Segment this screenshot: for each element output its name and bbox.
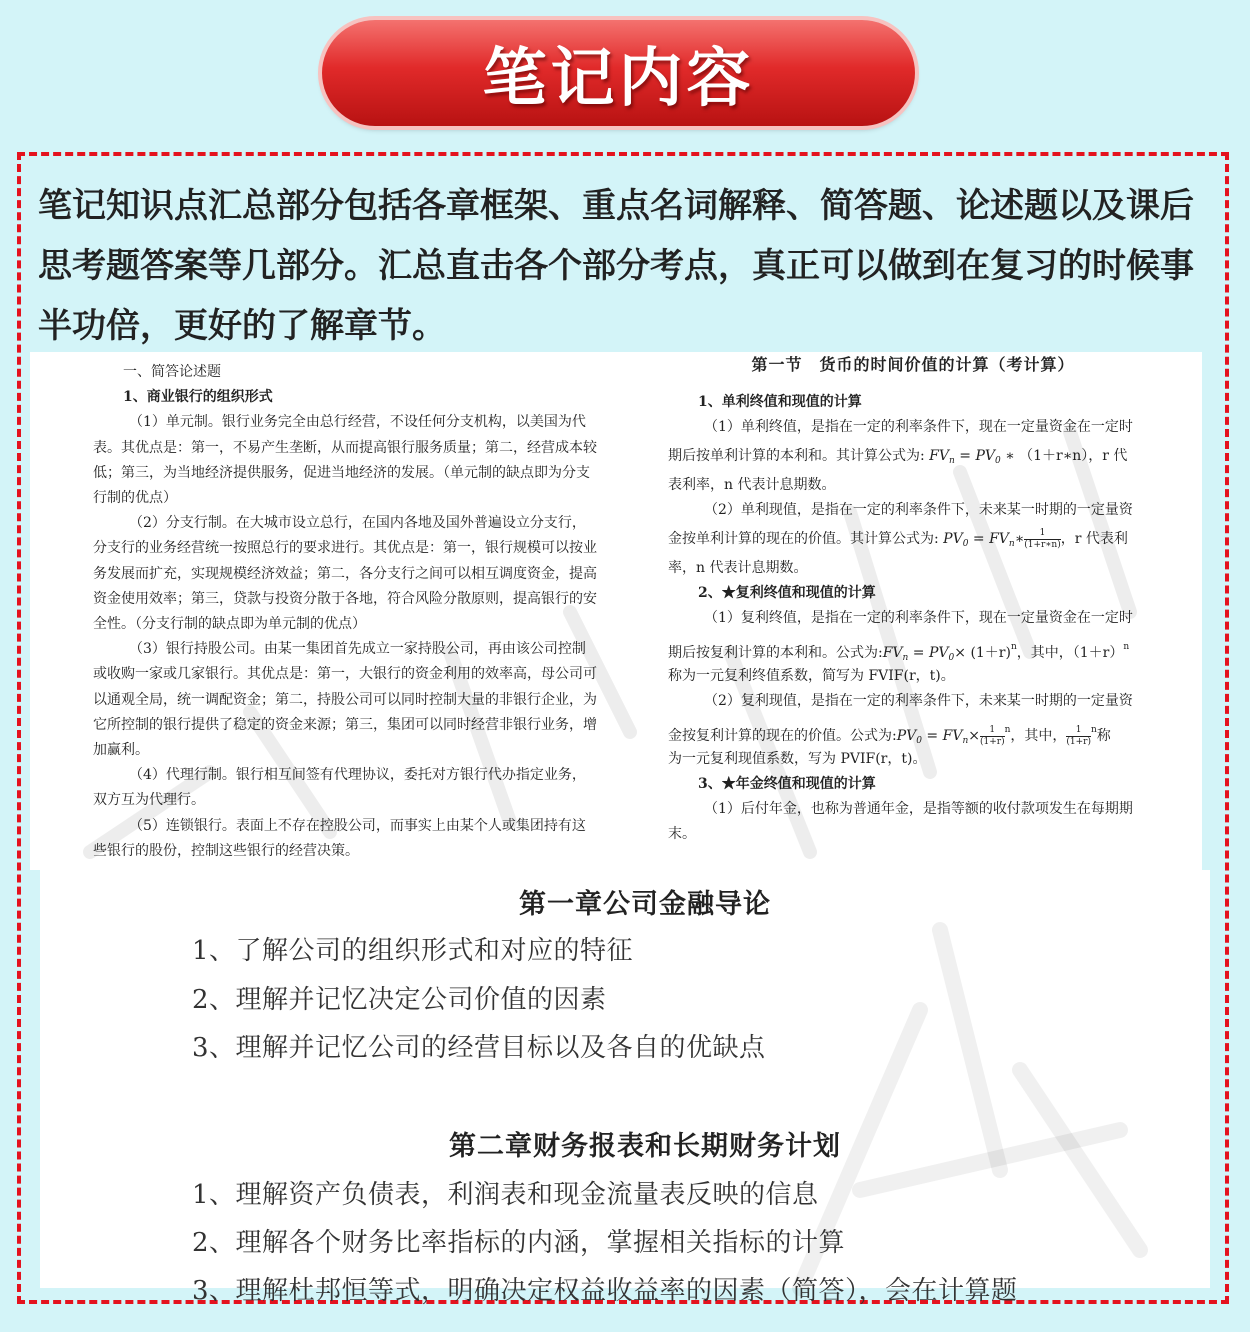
formula-line: 期后按复利计算的本利和。公式为$:FV_n = PV_0\times (1+r)^n$，其中，$(1+r)^n$ [668, 642, 1130, 663]
intro-text: 笔记知识点汇总部分包括各章框架、重点名词解释、简答题、论述题以及课后思考题答案等几部分。汇总直击各个部分考点，真正可以做到在复习的时候事半功倍，更好的了解章节。 [38, 186, 1194, 346]
text-line: 为一元复利现值系数，写为 PVIF(r，t)。 [668, 751, 927, 767]
chapter-title: 第二章财务报表和长期财务计划 [449, 1131, 841, 1162]
formula-line: 金按单利计算的现在的价值。其计算公式为: $PV_0$ = $FV_n∗$ $\frac{1}{(1+r∗n)}$ ，r 代表利 [668, 527, 1128, 550]
section-title: 第一节 货币的时间价值的计算（考计算） [751, 355, 1075, 374]
outline-item: 2、理解各个财务比率指标的内涵，掌握相关指标的计算 [192, 1228, 846, 1258]
text-line: （1）复利终值，是指在一定的利率条件下，现在一定量资金在一定时 [704, 610, 1133, 626]
banner-title: 笔记内容 [482, 42, 755, 116]
chapter-title: 第一章公司金融导论 [519, 889, 771, 920]
subsection-heading: 3、★年金终值和现值的计算 [698, 776, 876, 792]
outline-item: 3、理解并记忆公司的经营目标以及各自的优缺点 [192, 1033, 766, 1063]
section-heading: 一、简答论述题 [123, 364, 221, 380]
text-line: 率，n 代表计息期数。 [668, 560, 808, 576]
text-line: 表利率，n 代表计息期数。 [668, 477, 836, 493]
formula-line: 金按复利计算的现在的价值。公式为$:PV_0 = FV_n\times$ $\frac{1}{(1+r)}$ $^n$，其中， $\frac{1}{(1+r)}$ $^n$称 [668, 724, 1111, 747]
outline-item: 2、理解并记忆决定公司价值的因素 [192, 985, 607, 1015]
notes-left-column [93, 360, 599, 864]
subsection-heading: 1、单利终值和现值的计算 [698, 394, 862, 410]
paragraph: （4）代理行制。银行相互间签有代理协议，委托对方银行代办指定业务，双方互为代理行。 [93, 767, 586, 809]
paragraph: （2）分支行制。在大城市设立总行，在国内各地及国外普遍设立分支行，分支行的业务经营统一按照总行的要求进行。其优点是：第一，银行规模可以按业务发展而扩充，实现规模经济效益；第二，各分支行之间可以相互调度资金，提高资金使用效率；第三，贷款与投资分散于各地，符合风险分散原则，提高银行的安全性。（分支行制的缺点即为单元制的优点） [93, 515, 597, 633]
outline-item: 1、理解资产负债表，利润表和现金流量表反映的信息 [192, 1180, 819, 1210]
text-line: （1）单利终值，是指在一定的利率条件下，现在一定量资金在一定时 [704, 419, 1133, 435]
subsection-heading: 2、★复利终值和现值的计算 [698, 585, 876, 601]
text-line: （2）单利现值，是指在一定的利率条件下，未来某一时期的一定量资 [704, 502, 1133, 518]
title-banner [322, 20, 915, 126]
outline-item: 3、理解杜邦恒等式，明确决定权益收益率的因素（简答），会在计算题 [192, 1276, 1018, 1306]
paragraph: （1）单元制。银行业务完全由总行经营，不设任何分支机构，以美国为代表。其优点是：第一，不易产生垄断，从而提高银行服务质量；第二，经营成本较低；第三，为当地经济提供服务，促进当地经济的发展。（单元制的缺点即为分支行制的优点） [93, 414, 597, 507]
formula-line: 期后按单利计算的本利和。其计算公式为: $FV_n = PV_0$ ∗ （1＋r∗n），r 代 [668, 448, 1128, 466]
paragraph: （3）银行持股公司。由某一集团首先成立一家持股公司，再由该公司控制或收购一家或几家银行。其优点是：第一，大银行的资金利用的效率高，母公司可以通观全局，统一调配资金；第二，持股公司可以同时控制大量的非银行企业，为它所控制的银行提供了稳定的资金来源；第三，集团可以同时经营非银行业务，增加赢利。 [93, 641, 597, 759]
notes-right-column [668, 352, 1158, 847]
subsection-heading: 1、商业银行的组织形式 [123, 389, 273, 406]
text-line: 末。 [668, 826, 696, 842]
text-line: （2）复利现值，是指在一定的利率条件下，未来某一时期的一定量资 [704, 693, 1133, 709]
chapter-outline [40, 870, 1210, 1306]
text-line: （1）后付年金，也称为普通年金，是指等额的收付款项发生在每期期 [704, 801, 1133, 817]
outline-item: 1、了解公司的组织形式和对应的特征 [192, 936, 634, 966]
notes-document [30, 352, 1202, 870]
paragraph: （5）连锁银行。表面上不存在控股公司，而事实上由某个人或集团持有这些银行的股份，控制这些银行的经营决策。 [93, 817, 586, 859]
text-line: 称为一元复利终值系数，简写为 FVIF(r，t)。 [668, 668, 955, 684]
